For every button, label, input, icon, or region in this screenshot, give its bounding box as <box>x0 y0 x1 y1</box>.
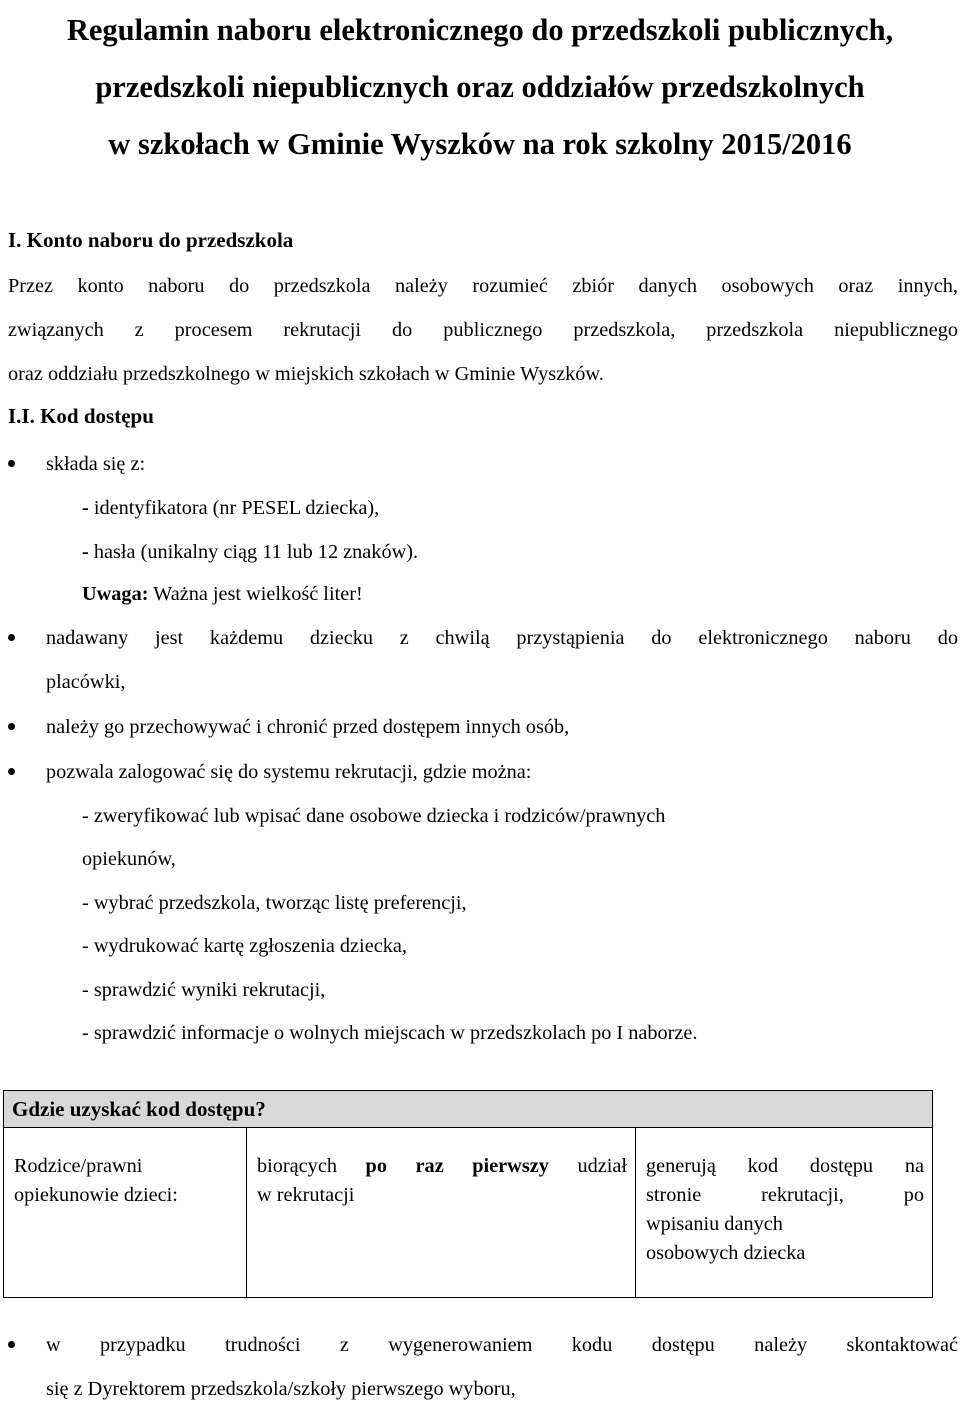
list-item: opiekunów, <box>82 848 176 870</box>
sub-item-haslo <box>82 530 418 574</box>
note-text: Ważna jest wielkość liter! <box>148 583 363 605</box>
bullet-icon <box>8 768 15 775</box>
bullet-text: placówki, <box>46 671 126 693</box>
bullet-icon <box>8 1341 15 1348</box>
table-header: Gdzie uzyskać kod dostępu? <box>4 1091 932 1128</box>
list-item: - wydrukować kartę zgłoszenia dziecka, <box>82 935 407 957</box>
bullet-item <box>8 616 958 704</box>
bullet-item <box>8 442 958 486</box>
title-line-1: Regulamin naboru elektronicznego do przedszkoli publicznych, <box>66 13 894 47</box>
paragraph-line: Przez konto naboru do przedszkola należy rozumieć zbiór danych osobowych oraz innych, <box>8 275 958 297</box>
dash-marker: - <box>82 497 89 519</box>
cell-text: udział <box>548 1155 628 1177</box>
title-line-2: przedszkoli niepublicznych oraz oddziałów przedszkolnych <box>95 70 865 104</box>
bullet-icon <box>8 634 15 641</box>
list-item: - sprawdzić wyniki rekrutacji, <box>82 979 326 1001</box>
bullet-text: pozwala zalogować się do systemu rekrutacji, gdzie można: <box>46 761 532 783</box>
list-item: - sprawdzić informacje o wolnych miejscach w przedszkolach po I naborze. <box>82 1022 698 1044</box>
cell-line: stronie rekrutacji, po <box>646 1184 924 1206</box>
table-cell-condition <box>247 1128 636 1297</box>
note-uwaga <box>82 572 363 616</box>
bullet-icon <box>8 460 15 467</box>
section-paragraph-konto <box>8 264 958 396</box>
bullet-item <box>8 1323 958 1411</box>
sub-item-identyfikator <box>82 486 379 530</box>
bullet-text: należy go przechowywać i chronić przed dostępem innych osób, <box>46 716 570 738</box>
bullet-text: nadawany jest każdemu dziecku z chwilą przystąpienia do elektronicznego naboru do <box>46 627 958 649</box>
cell-line <box>257 1152 627 1181</box>
bullet-text: składa się z: <box>46 453 146 475</box>
bullet-item <box>8 705 958 749</box>
access-code-table <box>3 1090 933 1298</box>
sub-item-text: identyfikatora (nr PESEL dziecka), <box>88 497 380 519</box>
document-title <box>0 2 960 173</box>
bullet-text: się z Dyrektorem przedszkola/szkoły pierwszego wyboru, <box>46 1378 516 1400</box>
note-label: Uwaga: <box>82 583 149 605</box>
cell-line: osobowych dziecka <box>646 1242 806 1264</box>
cell-line: generują kod dostępu na <box>646 1155 924 1177</box>
sub-item-text: hasła (unikalny ciąg 11 lub 12 znaków). <box>88 541 419 563</box>
cell-text: biorących <box>257 1155 366 1177</box>
list-item: - zweryfikować lub wpisać dane osobowe dziecka i rodziców/prawnych <box>82 805 666 827</box>
section-heading-kod: I.I. Kod dostępu <box>8 404 154 428</box>
paragraph-line: oraz oddziału przedszkolnego w miejskich szkołach w Gminie Wyszków. <box>8 363 604 385</box>
title-line-3: w szkołach w Gminie Wyszków na rok szkolny 2015/2016 <box>108 127 852 161</box>
cell-emphasis: po raz pierwszy <box>365 1155 549 1177</box>
bullet-item <box>8 750 958 794</box>
bullet-text: w przypadku trudności z wygenerowaniem kodu dostępu należy skontaktować <box>46 1334 958 1356</box>
cell-line: wpisaniu danych <box>646 1213 783 1235</box>
section-heading-konto: I. Konto naboru do przedszkola <box>8 228 294 252</box>
table-cell-method <box>636 1128 932 1297</box>
table-cell-recipients <box>4 1128 247 1297</box>
bullet-icon <box>8 723 15 730</box>
cell-line: w rekrutacji <box>257 1184 355 1206</box>
paragraph-line: związanych z procesem rekrutacji do publicznego przedszkola, przedszkola niepublicznego <box>8 319 958 341</box>
cell-line: Rodzice/prawni <box>14 1155 143 1177</box>
dash-marker: - <box>82 541 89 563</box>
cell-line: opiekunowie dzieci: <box>14 1184 178 1206</box>
list-item: - wybrać przedszkola, tworząc listę preferencji, <box>82 892 467 914</box>
